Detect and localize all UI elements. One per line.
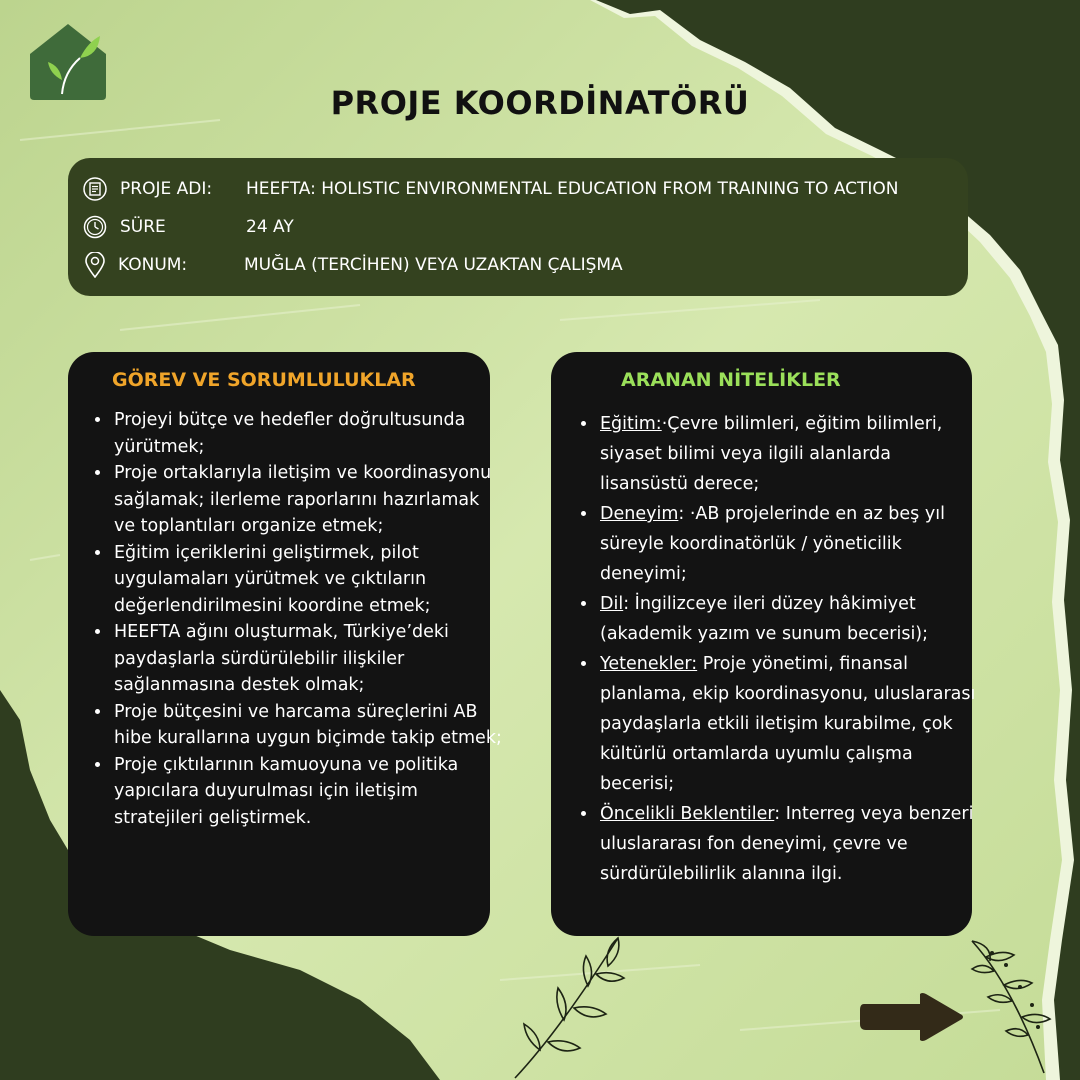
list-item: • Proje ortaklarıyla iletişim ve koordinasyonu sağlamak; ilerleme raporlarını hazırlamak ve toplantıları organize etmek; [112, 460, 502, 540]
qualification-text: : ·AB projelerinde en az beş yıl süreyle koordinatörlük / yöneticilik deneyimi; [600, 504, 945, 584]
right-arrow-icon[interactable] [858, 992, 964, 1042]
qualification-text: : İngilizceye ileri düzey hâkimiyet (akademik yazım ve sunum becerisi); [600, 594, 929, 644]
info-label: SÜRE [120, 217, 166, 237]
info-label: PROJE ADI: [120, 179, 213, 199]
list-item: • Proje çıktılarının kamuoyuna ve politika yapıcılara duyurulması için iletişim stratejileri geliştirmek. [112, 752, 502, 832]
qualification-text: ·Çevre bilimleri, eğitim bilimleri, siyaset bilimi veya ilgili alanlarda lisansüstü derece; [600, 414, 943, 494]
qualification-text: : Interreg veya benzeri uluslararası fon deneyimi, çevre ve sürdürülebilirlik alanına ilgi. [600, 804, 974, 884]
info-row-location [82, 252, 623, 278]
qualification-key: Öncelikli Beklentiler [600, 804, 775, 824]
list-item: • HEEFTA ağını oluşturmak, Türkiye’deki paydaşlarla sürdürülebilir ilişkiler sağlanmasına destek olmak; [112, 619, 502, 699]
duties-heading: GÖREV VE SORUMLULUKLAR [112, 369, 416, 391]
list-item [598, 799, 984, 889]
location-pin-icon [82, 252, 108, 278]
page-title: PROJE KOORDİNATÖRÜ [330, 84, 750, 122]
project-info-box [68, 158, 968, 296]
qualification-key: Deneyim [600, 504, 679, 524]
info-value: 24 AY [246, 217, 294, 237]
info-value: MUĞLA (TERCİHEN) VEYA UZAKTAN ÇALIŞMA [244, 255, 623, 275]
info-value: HEEFTA: HOLISTIC ENVIRONMENTAL EDUCATION FROM TRAINING TO ACTION [246, 179, 899, 199]
qualification-text: Proje yönetimi, finansal planlama, ekip koordinasyonu, uluslararası paydaşlarla etkili iletişim kurabilme, çok kültürlü ortamlarda uyumlu çalışma becerisi; [600, 654, 976, 794]
qualifications-card [551, 352, 976, 936]
qualification-key: Dil [600, 594, 624, 614]
duties-card [68, 352, 502, 936]
list-item [598, 589, 984, 649]
list-item: • Proje bütçesini ve harcama süreçlerini AB hibe kurallarına uygun biçimde takip etmek; [112, 699, 502, 752]
qualifications-list [574, 409, 984, 889]
clock-icon [82, 214, 108, 240]
qualification-key: Eğitim: [600, 414, 662, 434]
list-item: • Projeyi bütçe ve hedefler doğrultusunda yürütmek; [112, 407, 502, 460]
info-label: KONUM: [118, 255, 188, 275]
document-icon [82, 176, 108, 202]
qualifications-heading: ARANAN NİTELİKLER [621, 369, 841, 391]
duties-list [88, 407, 502, 831]
list-item [598, 409, 984, 499]
info-row-duration [82, 214, 294, 240]
list-item [598, 499, 984, 589]
leaf-sprig-icon [500, 930, 640, 1080]
info-row-project-name [82, 176, 899, 202]
leaf-sprig-icon [962, 935, 1072, 1075]
qualification-key: Yetenekler: [600, 654, 698, 674]
list-item: • Eğitim içeriklerini geliştirmek, pilot uygulamaları yürütmek ve çıktıların değerlendirilmesini koordine etmek; [112, 540, 502, 620]
list-item [598, 649, 984, 799]
